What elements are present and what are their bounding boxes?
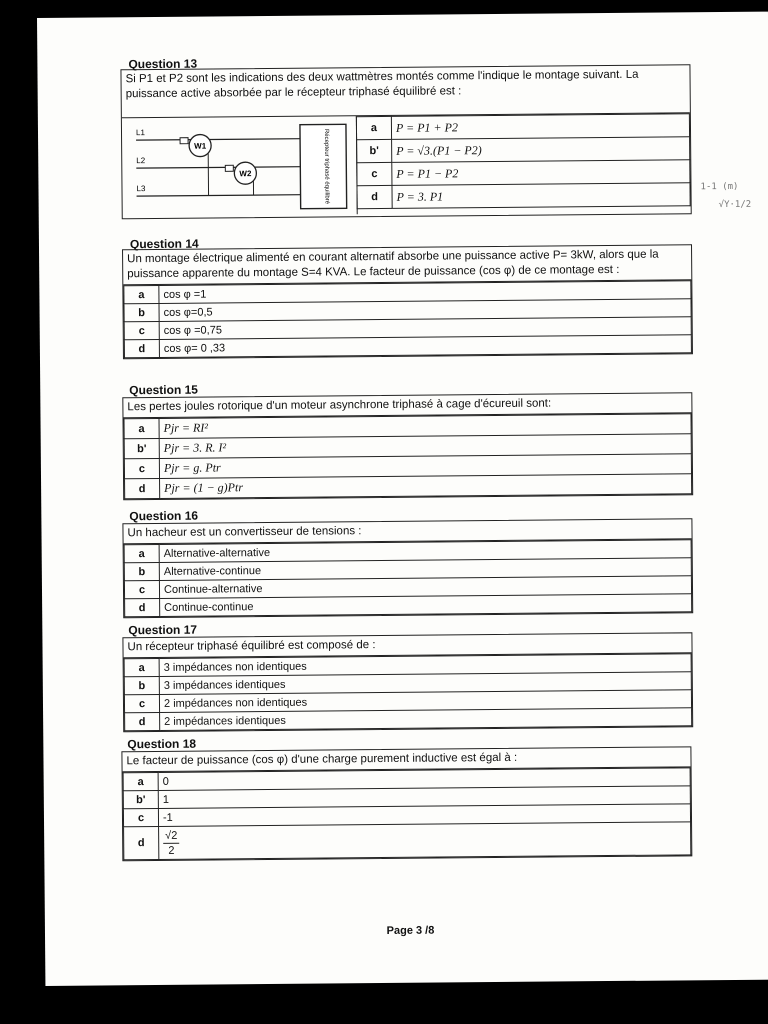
question-15-title: Question 15	[129, 382, 198, 398]
option-letter: a	[124, 658, 159, 676]
option-text: 2 impédances identiques	[160, 708, 692, 731]
option-row[interactable]	[124, 335, 691, 358]
option-letter: b	[124, 676, 159, 694]
question-17-title: Question 17	[128, 622, 198, 638]
circuit-diagram	[122, 116, 357, 216]
fraction-denominator: 2	[168, 844, 175, 857]
option-text: Pjr = g. Ptr	[159, 454, 691, 479]
option-text: Pjr = (1 − g)Ptr	[160, 474, 692, 499]
wattmeter-diagram	[122, 116, 358, 216]
option-letter: b'	[357, 139, 392, 162]
question-18-options	[123, 767, 692, 860]
fraction-numerator: √2	[163, 828, 179, 843]
question-18-title: Question 18	[127, 736, 197, 752]
option-text: Alternative-alternative	[159, 540, 691, 563]
option-text: Pjr = 3. R. I²	[159, 434, 691, 459]
question-14-box	[122, 244, 693, 359]
option-text: Continue-alternative	[159, 576, 691, 599]
question-15-text: Les pertes joules rotorique d'un moteur asynchrone triphasé à cage d'écureuil sont:	[123, 393, 691, 418]
question-14-options	[123, 280, 692, 358]
question-17-text: Un récepteur triphasé équilibré est composé de :	[123, 633, 691, 658]
question-13-options	[356, 113, 691, 209]
option-row[interactable]	[125, 474, 692, 499]
wattmeter-1-label: W1	[194, 141, 207, 151]
option-letter: a	[124, 544, 159, 562]
option-text: cos φ=0,5	[159, 299, 691, 322]
line-label-l3: L3	[136, 184, 146, 194]
question-15-options	[123, 413, 692, 499]
option-letter: c	[124, 321, 159, 339]
option-text: 3 impédances non identiques	[159, 654, 691, 677]
option-text: Alternative-continue	[159, 558, 691, 581]
option-letter: d	[124, 339, 159, 357]
option-letter: d	[125, 712, 160, 730]
option-text: cos φ =1	[159, 281, 691, 304]
option-row[interactable]	[357, 137, 690, 163]
option-letter: d	[357, 185, 392, 208]
option-letter: a	[356, 116, 391, 139]
fraction	[163, 828, 179, 857]
option-letter: d	[125, 598, 160, 616]
option-letter: c	[124, 458, 159, 478]
option-row[interactable]	[125, 708, 692, 731]
margin-note-1: 1-1 (m)	[700, 181, 739, 193]
option-text: 2 impédances non identiques	[159, 690, 691, 713]
line-label-l1: L1	[135, 128, 145, 138]
question-14-title: Question 14	[129, 236, 199, 252]
option-text	[159, 822, 691, 860]
question-16-options	[124, 539, 693, 617]
question-13-title: Question 13	[128, 56, 198, 72]
option-letter: c	[124, 580, 159, 598]
page-number: Page 3 /8	[386, 924, 435, 937]
question-13-text: Si P1 et P2 sont les indications des deux wattmètres montés comme l'indique le montage suivant. La puissance active absorbée par le récepteur triphasé équilibré est :	[121, 65, 689, 118]
option-letter: a	[124, 285, 159, 303]
question-17-box	[122, 632, 693, 732]
option-letter: c	[124, 694, 159, 712]
option-letter: c	[123, 808, 158, 826]
option-letter: b	[124, 562, 159, 580]
load-label: Récepteur triphasé équilibré	[322, 128, 330, 205]
option-row[interactable]	[125, 594, 692, 617]
question-16-title: Question 16	[129, 508, 199, 524]
option-text: P = P1 + P2	[391, 114, 689, 140]
exam-page	[37, 12, 768, 986]
question-17-options	[124, 653, 693, 731]
option-text: 3 impédances identiques	[159, 672, 691, 695]
line-label-l2: L2	[136, 156, 146, 166]
option-letter: b	[124, 303, 159, 321]
question-18-box	[121, 746, 692, 861]
wattmeter-2-label: W2	[239, 169, 252, 179]
question-16-box	[122, 518, 693, 618]
option-text: Continue-continue	[160, 594, 692, 617]
margin-note-2: √Y·1/2	[718, 199, 752, 211]
option-letter: b'	[124, 438, 159, 458]
option-letter: d	[124, 826, 159, 859]
option-row[interactable]	[124, 822, 691, 860]
option-row[interactable]	[357, 183, 690, 209]
option-row[interactable]	[357, 160, 690, 186]
option-letter: b'	[123, 790, 158, 808]
option-text: 0	[158, 768, 690, 791]
option-text: P = 3. P1	[392, 183, 690, 209]
option-letter: c	[357, 162, 392, 185]
option-letter: a	[123, 772, 158, 790]
option-letter: d	[125, 478, 160, 498]
question-14-text: Un montage électrique alimenté en courant alternatif absorbe une puissance active P= 3kW, alors que la puissance apparente du montage S=4 KVA. Le facteur de puissance (cos φ) de ce montage est :	[123, 245, 691, 285]
option-text: 1	[158, 786, 690, 809]
option-text: Pjr = RI²	[159, 414, 691, 439]
question-13-box	[120, 64, 691, 219]
option-row[interactable]	[356, 114, 689, 140]
option-text: P = √3.(P1 − P2)	[392, 137, 690, 163]
question-18-text: Le facteur de puissance (cos φ) d'une charge purement inductive est égal à :	[122, 747, 690, 772]
question-15-box	[122, 392, 693, 500]
option-letter: a	[124, 418, 159, 438]
option-text: cos φ =0,75	[159, 317, 691, 340]
option-text: -1	[158, 804, 690, 827]
option-text: cos φ= 0 ,33	[159, 335, 691, 358]
option-text: P = P1 − P2	[392, 160, 690, 186]
question-16-text: Un hacheur est un convertisseur de tensions :	[123, 519, 691, 544]
